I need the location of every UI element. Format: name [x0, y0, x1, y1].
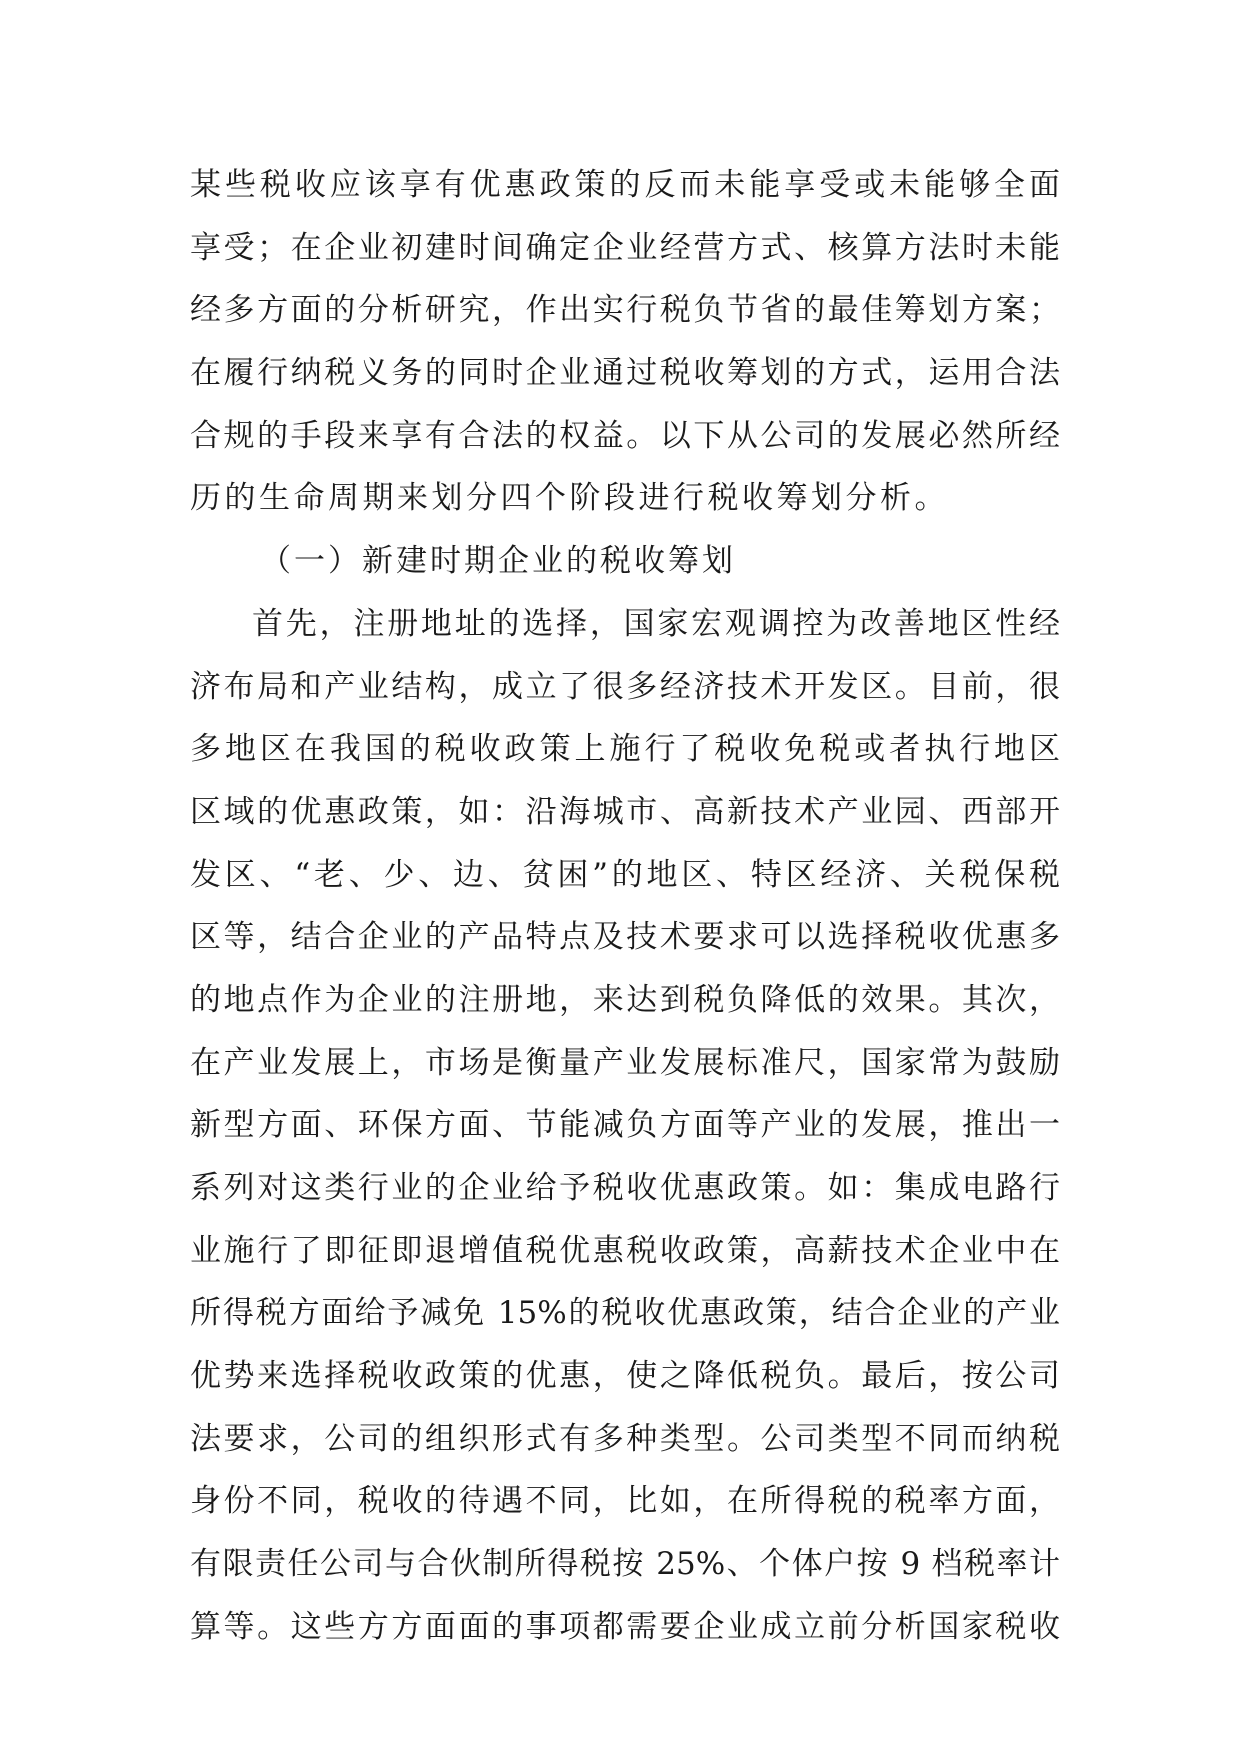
text-line: 法要求，公司的组织形式有多种类型。公司类型不同而纳税: [190, 1420, 1060, 1457]
text-line: 多地区在我国的税收政策上施行了税收免税或者执行地区: [190, 731, 1060, 768]
paragraph-2: [190, 593, 1060, 1659]
paragraph-1: [190, 154, 1060, 530]
text-line: 在产业发展上，市场是衡量产业发展标准尺，国家常为鼓励: [190, 1044, 1060, 1081]
text-line: 济布局和产业结构，成立了很多经济技术开发区。目前，很: [190, 668, 1060, 705]
text-line: 新型方面、环保方面、节能减负方面等产业的发展，推出一: [190, 1107, 1060, 1144]
text-line: 历的生命周期来划分四个阶段进行税收筹划分析。: [190, 480, 949, 517]
text-line: 身份不同，税收的待遇不同，比如，在所得税的税率方面，: [190, 1483, 1060, 1520]
text-line: 经多方面的分析研究，作出实行税负节省的最佳筹划方案；: [190, 292, 1060, 329]
text-line: 系列对这类行业的企业给予税收优惠政策。如：集成电路行: [190, 1170, 1060, 1206]
text-line: 区域的优惠政策，如：沿海城市、高新技术产业园、西部开: [190, 793, 1060, 830]
text-line: 合规的手段来享有合法的权益。以下从公司的发展必然所经: [190, 417, 1060, 454]
text-line: 有限责任公司与合伙制所得税按 25%、个体户按 9 档税率计: [190, 1546, 1060, 1583]
text-line: 业施行了即征即退增值税优惠税收政策，高薪技术企业中在: [190, 1232, 1060, 1269]
text-line: 首先，注册地址的选择，国家宏观调控为改善地区性经: [252, 605, 1060, 642]
text-line: 某些税收应该享有优惠政策的反而未能享受或未能够全面: [190, 167, 1060, 203]
section-heading: （一）新建时期企业的税收筹划: [260, 543, 736, 580]
text-line: 的地点作为企业的注册地，来达到税负降低的效果。其次，: [190, 981, 1060, 1018]
body-text: [190, 154, 1060, 1659]
text-line: 在履行纳税义务的同时企业通过税收筹划的方式，运用合法: [190, 355, 1060, 392]
text-line: 算等。这些方方面面的事项都需要企业成立前分析国家税收: [190, 1608, 1060, 1645]
text-line: 享受；在企业初建时间确定企业经营方式、核算方法时未能: [190, 229, 1060, 266]
text-line: 优势来选择税收政策的优惠，使之降低税负。最后，按公司: [190, 1358, 1060, 1395]
text-line: 所得税方面给予减免 15%的税收优惠政策，结合企业的产业: [190, 1295, 1060, 1332]
text-line: 区等，结合企业的产品特点及技术要求可以选择税收优惠多: [190, 919, 1060, 956]
text-line: 发区、“老、少、边、贫困”的地区、特区经济、关税保税: [190, 856, 1060, 893]
